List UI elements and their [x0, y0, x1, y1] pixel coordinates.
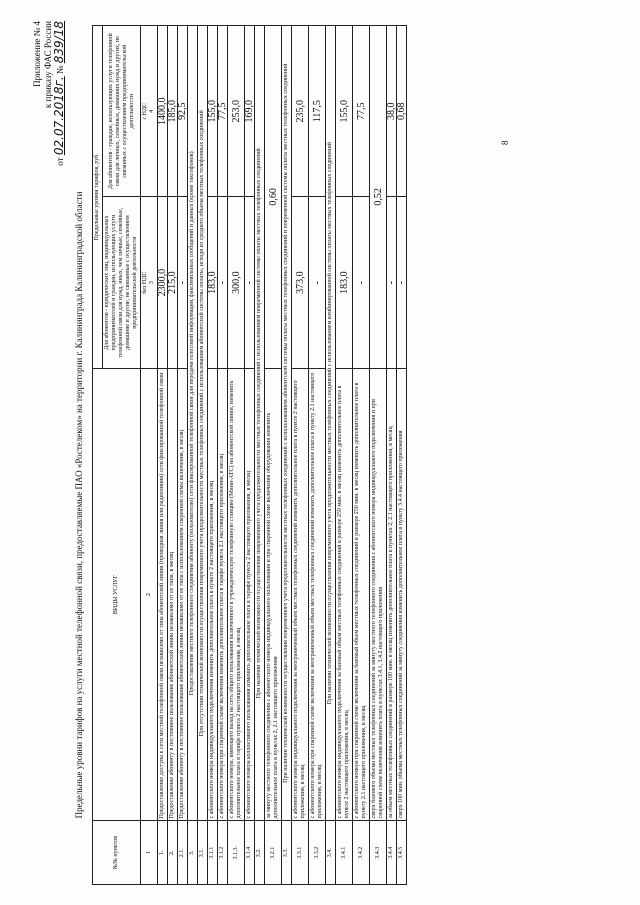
header-col3-unit: [141, 197, 158, 368]
merged-price: 0,60: [265, 26, 282, 369]
price-legal-entities: 183,0: [336, 197, 353, 368]
service-name: с абонентского номера при спаренной схеме включения изменить дополнительное плата в тарифе пункта 2.1 настоящего приложения, в месяц: [218, 368, 228, 821]
handwritten-date: 02.07.2018г.: [52, 76, 66, 156]
handwritten-number: 839/18: [52, 21, 66, 64]
row-number: 3.1.4: [245, 821, 255, 885]
row-number: 3.2.: [255, 821, 265, 885]
service-name: с абонентского номера при спаренной схеме включения за базовый объем местных телефонных соединений в размере 250 мин. в месяц изменить дополнительное плата в пункту 2.1 настоящего приложения, в месяц: [353, 368, 370, 821]
row-number: 3.4.2: [353, 821, 370, 885]
header-col4-text: Для абонентов - граждан, использующих услуги телефонной связи для личных, семейных, домашних нужд и других, не связанных с осуществлением предпринимательской деятельности: [107, 33, 135, 190]
service-name: с абонентского номера индивидуального подключения за базовый объем местных телефонных соединений в размере 250 мин. в месяц изменить дополнительное плата в пункте 2 настоящего приложения, в месяц: [336, 368, 353, 821]
price-citizens: 117,5: [309, 26, 326, 197]
service-name: с абонентского номера индивидуального подключения за неограниченный объем местных телефонных соединений изменить дополнительное плата в пункте 2 настоящего приложения, в месяц: [292, 368, 309, 821]
table-row: [336, 26, 353, 885]
header-col4: [103, 26, 141, 197]
table-row: [198, 26, 208, 885]
row-number: 3.4.1: [336, 821, 353, 885]
merged-price: 0,52: [370, 26, 387, 369]
row-number: 3.4.: [326, 821, 336, 885]
table-row: [265, 26, 282, 885]
row-number: 3.1.3.: [228, 821, 245, 885]
row-number: 3.2.1: [265, 821, 282, 885]
row-number: 1.: [158, 821, 168, 885]
rotated-content: [30, 15, 630, 885]
service-name: за минуту местного телефонного соединения с абонентского номера индивидуального пользования и при спаренной схеме включения оборудования изменить дополнительное плата в пунктах 2, 2.1 настоящего приложения: [265, 368, 282, 821]
header-group: Предельные уровни тарифов, руб.: [93, 26, 103, 369]
row-number: 3.1.2: [218, 821, 228, 885]
price-citizens: 92,5: [178, 26, 188, 197]
table-row: [282, 26, 292, 885]
service-name: Предоставление доступа к сети местной телефонной связи независимо от типа абонентской линии (проводная линия или радиолиния) сети фиксированной телефонной связи: [158, 368, 168, 821]
service-name: за объем местных телефонных соединений в размере 100 мин. в месяц изменить дополнительное плата в пунктах 2, 2.1 настоящего приложения, в месяц: [387, 368, 397, 821]
table-row: [188, 26, 198, 885]
tariff-body: [158, 26, 407, 885]
service-name: с абонентского номера коллективного пользования изменить дополнительное плата в тарифе пункта 2 настоящего приложения, в месяц: [245, 368, 255, 821]
table-row: [245, 26, 255, 885]
section-heading: При отсутствии технической возможности осуществления повременного учета продолжительности местных телефонных соединений с использованием абонентской системы оплаты, исходя из среднего объема местных телефонных соединений: [198, 26, 208, 821]
col3-unit: без НДС: [142, 271, 148, 294]
page-number: 8: [500, 140, 510, 145]
price-legal-entities: 300,0: [228, 197, 245, 368]
price-legal-entities: -: [218, 197, 228, 368]
appendix-line1: Приложение № 4: [32, 21, 42, 87]
price-citizens: 77,5: [353, 26, 370, 197]
price-legal-entities: 373,0: [292, 197, 309, 368]
table-row: [353, 26, 370, 885]
section-heading: При наличии технической возможности осуществления повременного учета продолжительности местных телефонных соединений с использованием абонентской системы оплаты местных телефонных соединений и повременной системы оплаты местных телефонных соединений: [282, 26, 292, 821]
row-number: 2.: [168, 821, 178, 885]
table-row: [292, 26, 309, 885]
price-legal-entities: -: [178, 197, 188, 368]
header-n2: 2: [141, 368, 158, 821]
table-row: [178, 26, 188, 885]
price-citizens: 77,5: [218, 26, 228, 197]
header-col3-text: Для абонентов - юридических лиц, индивидуальных предпринимателей и граждан, использующих услуги телефонной связи для нужд, иных, чем личные, семейные, домашние и другие, не связанные с осуществлением предпринимательской деятельности: [104, 207, 138, 358]
appendix-date-line: [54, 21, 66, 241]
price-legal-entities: 183,0: [208, 197, 218, 368]
table-row: [255, 26, 265, 885]
table-row: [309, 26, 326, 885]
row-number: 3.3.: [282, 821, 292, 885]
table-row: [228, 26, 245, 885]
table-row: [208, 26, 218, 885]
row-number: 3.: [188, 821, 198, 885]
row-number: 3.1.: [198, 821, 208, 885]
price-citizens: 235,0: [292, 26, 309, 197]
price-citizens: 38,0: [387, 26, 397, 197]
service-name: с абонентского номера при спаренной схеме включения за неограниченный объем местных телефонных соединений изменить дополнительное плата в пункту 2.1 настоящего приложения, в месяц: [309, 368, 326, 821]
number-prefix: №: [55, 65, 65, 75]
service-name: сверх 100 мин. объема местных телефонных соединений за минуту соединения изменить дополнительное плата в пункту 3.4.4 настоящего приложения: [397, 368, 407, 821]
document-title: Предельные уровни тарифов на услуги местной телефонной связи, предоставляемые ПАО «Ростелеком» на территории г. Калининграда Калининградской области: [74, 191, 84, 819]
service-name: Предоставление абоненту в постоянное пользование абонентской линии независимо от ее типа с использованием спаренной схемы включения, в месяц: [178, 368, 188, 821]
table-row: [370, 26, 387, 885]
col4-unit: с НДС: [142, 102, 148, 120]
appendix-line2: к приказу ФАС России: [43, 21, 53, 109]
header-col4-unit: [141, 26, 158, 197]
price-legal-entities: 2300,0: [158, 197, 168, 368]
header-n1: 1: [141, 821, 158, 885]
row-number: 3.3.1: [292, 821, 309, 885]
table-row: [158, 26, 168, 885]
price-citizens: 155,0: [336, 26, 353, 197]
row-number: 3.4.4: [387, 821, 397, 885]
header-col3: [103, 197, 141, 368]
table-row: [326, 26, 336, 885]
price-citizens: 1400,0: [158, 26, 168, 197]
price-citizens: 155,0: [208, 26, 218, 197]
section-heading: При наличии технической возможности осуществления повременного учета продолжительности местных телефонных соединений с использованием повременной системы оплаты местных телефонных соединений: [255, 26, 265, 821]
header-num: №№ пунктов: [93, 821, 141, 885]
price-legal-entities: -: [353, 197, 370, 368]
row-number: 3.1.1: [208, 821, 218, 885]
service-name: с абонентского номера индивидуального подключения изменить дополнительное плата в пункте 2 настоящего приложения, в месяц: [208, 368, 218, 821]
tariff-table: [92, 25, 407, 885]
header-n4: 4: [149, 109, 155, 113]
price-citizens: 0,68: [397, 26, 407, 197]
price-legal-entities: -: [387, 197, 397, 368]
price-legal-entities: -: [397, 197, 407, 368]
price-legal-entities: 215,0: [168, 197, 178, 368]
appendix-header: [32, 21, 66, 241]
date-prefix: от: [55, 157, 65, 166]
section-heading: При наличии технической возможности осуществления повременного учета продолжительности местных телефонных соединений с использованием комбинированной системы оплаты местных телефонных соединений: [326, 26, 336, 821]
price-citizens: 185,0: [168, 26, 178, 197]
row-number: 2.1.: [178, 821, 188, 885]
header-name: ВИДЫ УСЛУГ: [93, 368, 141, 821]
table-row: [387, 26, 397, 885]
price-legal-entities: -: [245, 197, 255, 368]
service-name: с абонентского номера, имеющего выход на сеть общего пользования включенного в учрежденческую телефонную станцию (Мини-АТС) на абонентской линии, изменить дополнительное плата в тарифе пункта 2 настоящего приложения, в месяц: [228, 368, 245, 821]
service-name: сверх базового объема местных телефонных соединений за минуту местного телефонного соединения с абонентского номера индивидуального подключения и при спаренной схеме включения изменить плата в пунктах 3.4.1, 3.4.2 настоящего приложения: [370, 368, 387, 821]
header-n3: 3: [149, 281, 155, 285]
price-citizens: 253,0: [228, 26, 245, 197]
section-heading: Предоставление местного телефонного соединения абоненту (пользователю) сети фиксированной телефонной связи для передачи голосовой информации, факсимильных сообщений и данных (кроме таксофонов): [188, 26, 198, 821]
service-name: Предоставление абоненту в постоянное пользование абонентской линии независимо от ее типа, в месяц: [168, 368, 178, 821]
table-row: [168, 26, 178, 885]
row-number: 3.3.2: [309, 821, 326, 885]
row-number: 3.4.5: [397, 821, 407, 885]
table-row: [218, 26, 228, 885]
table-row: [397, 26, 407, 885]
price-citizens: 169,0: [245, 26, 255, 197]
price-legal-entities: -: [309, 197, 326, 368]
row-number: 3.4.3: [370, 821, 387, 885]
